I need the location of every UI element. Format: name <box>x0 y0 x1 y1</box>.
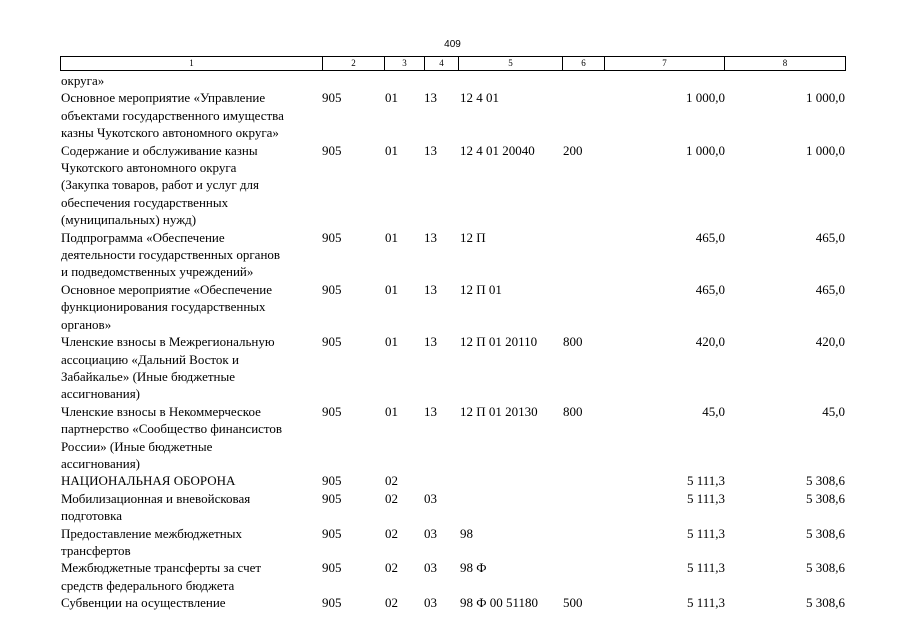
header-cell-7: 7 <box>605 57 725 70</box>
description-line: органов» <box>61 316 112 332</box>
header-cell-3: 3 <box>385 57 425 70</box>
ministry-code: 905 <box>322 334 342 350</box>
ministry-code: 905 <box>322 525 342 541</box>
description-line: Предоставление межбюджетных <box>61 525 243 541</box>
ministry-code: 905 <box>322 595 342 611</box>
amount-year-2: 5 308,6 <box>806 560 845 576</box>
table-row <box>0 525 905 560</box>
row-description <box>61 559 323 594</box>
expense-type-code: 200 <box>563 142 583 158</box>
row-description <box>61 281 323 333</box>
row-description <box>61 333 323 403</box>
section-code: 02 <box>385 490 398 506</box>
header-cell-1: 1 <box>61 57 323 70</box>
header-cell-2: 2 <box>323 57 385 70</box>
description-line: (муниципальных) нужд) <box>61 212 197 228</box>
section-code: 01 <box>385 229 398 245</box>
description-line: подготовка <box>61 508 123 524</box>
description-line: России» (Иные бюджетные <box>61 438 213 454</box>
description-line: трансфертов <box>61 542 131 558</box>
section-code: 02 <box>385 473 398 489</box>
subsection-code: 13 <box>424 334 437 350</box>
target-article-code: 98 Ф 00 51180 <box>460 595 539 611</box>
amount-year-1: 5 111,3 <box>686 595 725 611</box>
target-article-code: 12 П 01 20130 <box>460 403 538 419</box>
amount-year-1: 1 000,0 <box>686 90 725 106</box>
ministry-code: 905 <box>322 142 342 158</box>
expense-type-code: 500 <box>563 595 583 611</box>
section-code: 01 <box>385 281 398 297</box>
target-article-code: 12 4 01 20040 <box>460 142 535 158</box>
amount-year-1: 465,0 <box>695 229 725 245</box>
section-code: 02 <box>385 595 398 611</box>
amount-year-2: 45,0 <box>822 403 845 419</box>
description-line: средств федерального бюджета <box>61 577 235 593</box>
subsection-code: 03 <box>424 490 437 506</box>
table-row <box>0 559 905 594</box>
target-article-code: 12 4 01 <box>460 90 499 106</box>
amount-year-2: 5 308,6 <box>806 473 845 489</box>
table-row <box>0 89 905 141</box>
target-article-code: 12 П 01 <box>460 281 502 297</box>
target-article-code: 98 Ф <box>460 560 487 576</box>
subsection-code: 13 <box>424 281 437 297</box>
subsection-code: 13 <box>424 142 437 158</box>
table-row <box>0 229 905 281</box>
amount-year-1: 45,0 <box>702 403 725 419</box>
row-description <box>61 403 323 473</box>
description-line: объектами государственного имущества <box>61 107 284 123</box>
subsection-code: 13 <box>424 229 437 245</box>
amount-year-2: 465,0 <box>815 229 845 245</box>
description-line: Членские взносы в Некоммерческое <box>61 403 261 419</box>
description-line: Членские взносы в Межрегиональную <box>61 334 275 350</box>
section-code: 01 <box>385 334 398 350</box>
description-line: деятельности государственных органов <box>61 247 281 263</box>
section-code: 01 <box>385 403 398 419</box>
table-row <box>0 403 905 473</box>
amount-year-2: 1 000,0 <box>806 90 845 106</box>
expense-type-code: 800 <box>563 334 583 350</box>
amount-year-1: 5 111,3 <box>686 473 725 489</box>
section-code: 01 <box>385 142 398 158</box>
description-line: функционирования государственных <box>61 299 266 315</box>
amount-year-1: 5 111,3 <box>686 560 725 576</box>
description-line: Забайкалье» (Иные бюджетные <box>61 368 235 384</box>
target-article-code: 98 <box>460 525 473 541</box>
subsection-code: 03 <box>424 595 437 611</box>
table-header-row <box>60 56 846 71</box>
description-line: партнерство «Сообщество финансистов <box>61 421 283 437</box>
table-row <box>0 490 905 525</box>
budget-table-body <box>0 72 905 612</box>
row-description <box>61 490 323 525</box>
description-line: обеспечения государственных <box>61 194 229 210</box>
ministry-code: 905 <box>322 473 342 489</box>
expense-type-code: 800 <box>563 403 583 419</box>
table-row <box>0 142 905 229</box>
amount-year-2: 5 308,6 <box>806 595 845 611</box>
amount-year-1: 5 111,3 <box>686 525 725 541</box>
header-cell-6: 6 <box>563 57 605 70</box>
description-line: ассигнования) <box>61 455 141 471</box>
ministry-code: 905 <box>322 281 342 297</box>
amount-year-1: 420,0 <box>695 334 725 350</box>
description-line: Чукотского автономного округа <box>61 160 237 176</box>
header-cell-4: 4 <box>425 57 459 70</box>
description-line: Субвенции на осуществление <box>61 595 226 611</box>
header-cell-5: 5 <box>459 57 563 70</box>
description-line: (Закупка товаров, работ и услуг для <box>61 177 259 193</box>
page-number: 409 <box>444 39 461 50</box>
row-description <box>61 472 323 489</box>
amount-year-1: 5 111,3 <box>686 490 725 506</box>
amount-year-2: 5 308,6 <box>806 490 845 506</box>
section-code: 01 <box>385 90 398 106</box>
description-line: и подведомственных учреждений» <box>61 264 254 280</box>
amount-year-1: 1 000,0 <box>686 142 725 158</box>
description-line: Межбюджетные трансферты за счет <box>61 560 262 576</box>
row-description <box>61 525 323 560</box>
description-line: ассоциацию «Дальний Восток и <box>61 351 239 367</box>
amount-year-2: 5 308,6 <box>806 525 845 541</box>
row-description <box>61 229 323 281</box>
description-line: Содержание и обслуживание казны <box>61 142 258 158</box>
row-description <box>61 89 323 141</box>
table-row <box>0 594 905 611</box>
amount-year-1: 465,0 <box>695 281 725 297</box>
ministry-code: 905 <box>322 90 342 106</box>
description-line: ассигнования) <box>61 386 141 402</box>
target-article-code: 12 П 01 20110 <box>460 334 538 350</box>
amount-year-2: 465,0 <box>815 281 845 297</box>
ministry-code: 905 <box>322 490 342 506</box>
header-cell-8: 8 <box>782 58 788 68</box>
target-article-code: 12 П <box>460 229 486 245</box>
description-line: округа» <box>61 73 105 88</box>
table-row <box>0 72 905 89</box>
description-line: Основное мероприятие «Обеспечение <box>61 281 273 297</box>
subsection-code: 03 <box>424 560 437 576</box>
description-line: НАЦИОНАЛЬНАЯ ОБОРОНА <box>61 473 236 489</box>
subsection-code: 03 <box>424 525 437 541</box>
subsection-code: 13 <box>424 403 437 419</box>
row-description <box>61 142 323 229</box>
subsection-code: 13 <box>424 90 437 106</box>
ministry-code: 905 <box>322 403 342 419</box>
ministry-code: 905 <box>322 560 342 576</box>
row-description <box>61 72 323 89</box>
description-line: казны Чукотского автономного округа» <box>61 125 279 141</box>
section-code: 02 <box>385 525 398 541</box>
description-line: Мобилизационная и вневойсковая <box>61 490 251 506</box>
ministry-code: 905 <box>322 229 342 245</box>
description-line: Основное мероприятие «Управление <box>61 90 266 106</box>
description-line: Подпрограмма «Обеспечение <box>61 229 225 245</box>
table-row <box>0 333 905 403</box>
table-row <box>0 281 905 333</box>
amount-year-2: 420,0 <box>815 334 845 350</box>
row-description <box>61 594 323 611</box>
amount-year-2: 1 000,0 <box>806 142 845 158</box>
section-code: 02 <box>385 560 398 576</box>
table-row <box>0 472 905 489</box>
